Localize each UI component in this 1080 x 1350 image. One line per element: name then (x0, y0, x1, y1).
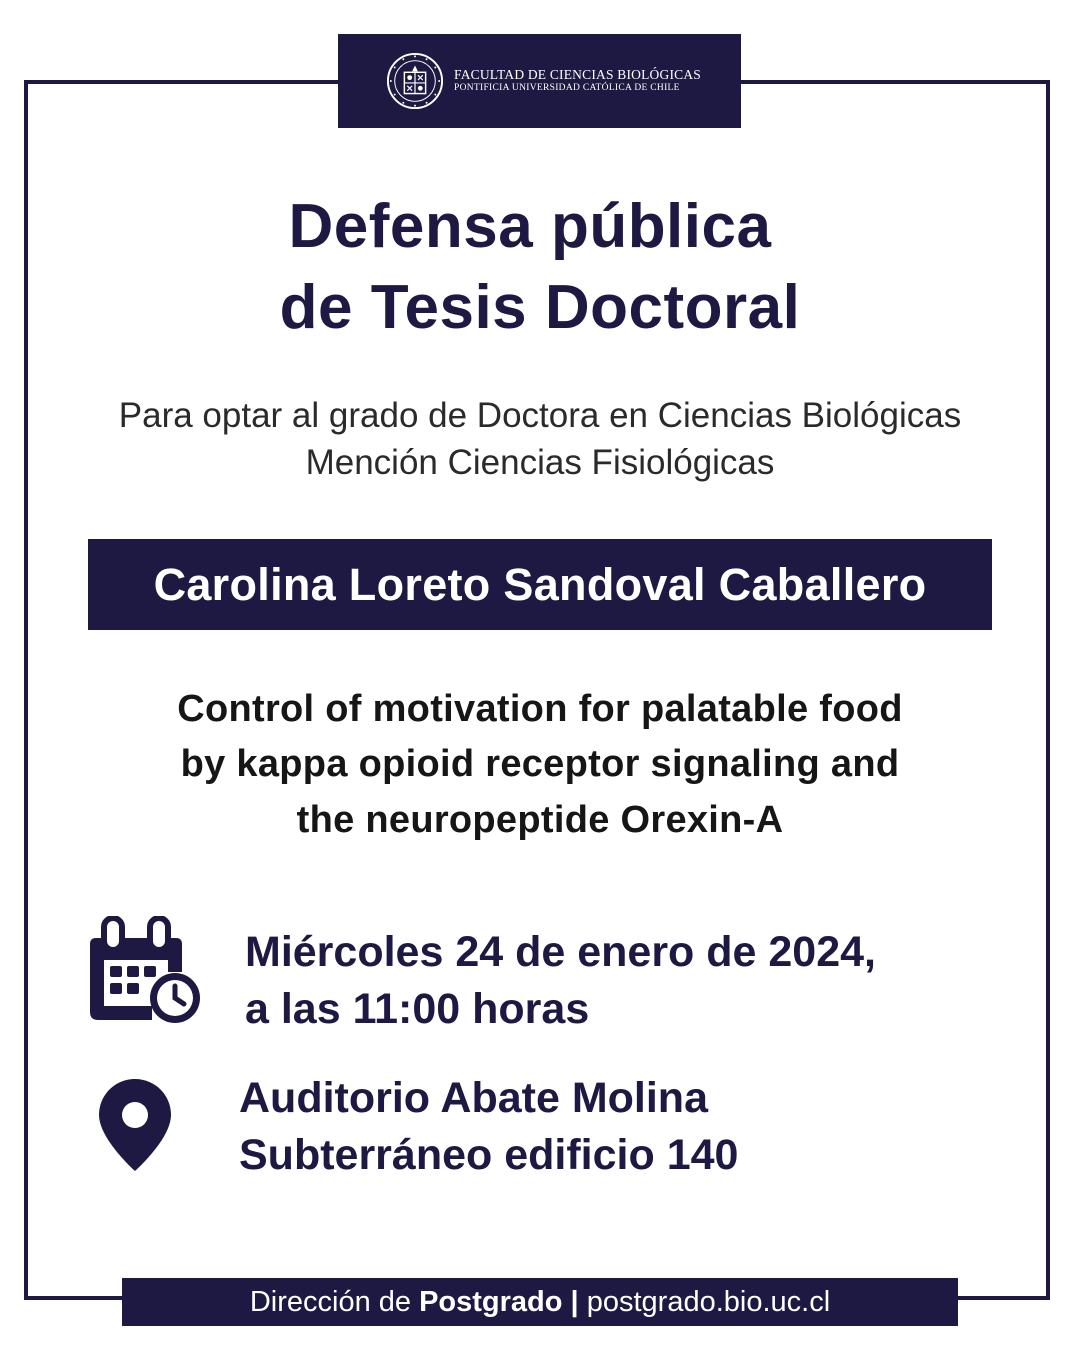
thesis-title-line-2: by kappa opioid receptor signaling and (180, 743, 900, 785)
thesis-title-line-3: the neuropeptide Orexin-A (296, 799, 784, 841)
university-seal-icon (386, 52, 444, 110)
candidate-name: Carolina Loreto Sandoval Caballero (153, 558, 927, 610)
main-title-line-2: de Tesis Doctoral (279, 273, 801, 342)
degree-subtitle-line-2: Mención Ciencias Fisiológicas (305, 443, 775, 482)
footer-banner (122, 1278, 958, 1326)
event-time: a las 11:00 horas (245, 985, 590, 1033)
university-name: PONTIFICIA UNIVERSIDAD CATÓLICA DE CHILE (454, 83, 680, 94)
faculty-header (338, 34, 741, 128)
thesis-title-line-1: Control of motivation for palatable food (177, 688, 903, 730)
footer-prefix: Dirección de (249, 1285, 412, 1318)
calendar-clock-icon (88, 916, 202, 1026)
map-pin-icon (97, 1077, 173, 1173)
candidate-name-banner (88, 539, 992, 630)
degree-subtitle-line-1: Para optar al grado de Doctora en Ciencias Biológicas (118, 396, 962, 435)
footer-separator: | (570, 1285, 579, 1318)
event-venue: Auditorio Abate Molina (239, 1074, 708, 1122)
main-title-line-1: Defensa pública (288, 192, 772, 261)
faculty-name: FACULTAD DE CIENCIAS BIOLÓGICAS (454, 67, 702, 83)
event-building: Subterráneo edificio 140 (239, 1131, 739, 1179)
faculty-header-text (454, 68, 701, 93)
footer-department: Postgrado (419, 1285, 563, 1318)
event-date: Miércoles 24 de enero de 2024, (245, 928, 876, 976)
footer-website-link[interactable]: postgrado.bio.uc.cl (586, 1285, 831, 1318)
